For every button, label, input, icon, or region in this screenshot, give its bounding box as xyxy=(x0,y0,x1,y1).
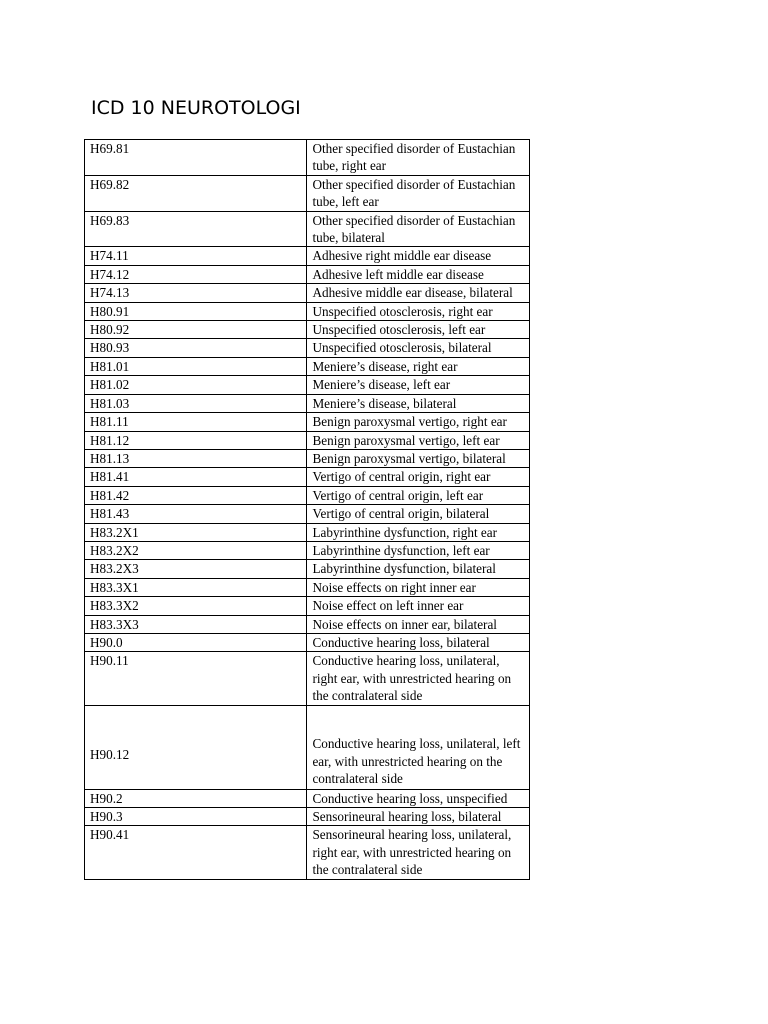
icd-description-cell: Adhesive left middle ear disease xyxy=(307,265,530,283)
icd-code-cell: H90.11 xyxy=(85,652,307,705)
icd-description-cell: Conductive hearing loss, unilateral, right ear, with unrestricted hearing on the contralateral side xyxy=(307,652,530,705)
table-row xyxy=(85,247,530,265)
icd-description-cell: Conductive hearing loss, unilateral, left ear, with unrestricted hearing on the contralateral side xyxy=(307,705,530,789)
icd-description-cell: Vertigo of central origin, right ear xyxy=(307,468,530,486)
table-row xyxy=(85,826,530,879)
icd-description-cell: Labyrinthine dysfunction, right ear xyxy=(307,523,530,541)
icd-description-cell: Sensorineural hearing loss, unilateral, right ear, with unrestricted hearing on the contralateral side xyxy=(307,826,530,879)
table-row xyxy=(85,413,530,431)
icd-code-cell: H83.3X2 xyxy=(85,597,307,615)
table-row xyxy=(85,652,530,705)
table-row xyxy=(85,705,530,789)
icd-code-cell: H81.41 xyxy=(85,468,307,486)
icd-code-table xyxy=(84,139,530,880)
table-row xyxy=(85,541,530,559)
table-row xyxy=(85,523,530,541)
icd-code-cell: H90.3 xyxy=(85,808,307,826)
icd-code-cell: H74.11 xyxy=(85,247,307,265)
table-row xyxy=(85,321,530,339)
table-row xyxy=(85,486,530,504)
table-row xyxy=(85,505,530,523)
icd-description-cell: Noise effects on right inner ear xyxy=(307,578,530,596)
table-row xyxy=(85,140,530,176)
icd-code-cell: H69.81 xyxy=(85,140,307,176)
icd-description-cell: Meniere’s disease, bilateral xyxy=(307,394,530,412)
table-row xyxy=(85,468,530,486)
icd-description-cell: Unspecified otosclerosis, right ear xyxy=(307,302,530,320)
icd-code-cell: H90.41 xyxy=(85,826,307,879)
icd-code-cell: H80.93 xyxy=(85,339,307,357)
icd-description-cell: Unspecified otosclerosis, left ear xyxy=(307,321,530,339)
icd-description-cell: Labyrinthine dysfunction, bilateral xyxy=(307,560,530,578)
icd-table-body xyxy=(85,140,530,880)
icd-code-cell: H81.02 xyxy=(85,376,307,394)
icd-code-cell: H90.2 xyxy=(85,789,307,807)
icd-code-cell: H83.3X3 xyxy=(85,615,307,633)
icd-code-cell: H81.12 xyxy=(85,431,307,449)
table-row xyxy=(85,615,530,633)
icd-code-cell: H80.92 xyxy=(85,321,307,339)
icd-description-cell: Sensorineural hearing loss, bilateral xyxy=(307,808,530,826)
icd-code-cell: H83.2X2 xyxy=(85,541,307,559)
icd-description-cell: Benign paroxysmal vertigo, right ear xyxy=(307,413,530,431)
icd-description-cell: Conductive hearing loss, bilateral xyxy=(307,633,530,651)
table-row xyxy=(85,175,530,211)
icd-description-cell: Benign paroxysmal vertigo, left ear xyxy=(307,431,530,449)
icd-code-cell: H90.12 xyxy=(85,705,307,789)
icd-description-cell: Vertigo of central origin, left ear xyxy=(307,486,530,504)
icd-code-cell: H90.0 xyxy=(85,633,307,651)
table-row xyxy=(85,431,530,449)
icd-code-cell: H81.42 xyxy=(85,486,307,504)
icd-code-cell: H69.82 xyxy=(85,175,307,211)
table-row xyxy=(85,339,530,357)
icd-description-cell: Noise effect on left inner ear xyxy=(307,597,530,615)
icd-description-cell: Other specified disorder of Eustachian tube, bilateral xyxy=(307,211,530,247)
table-row xyxy=(85,284,530,302)
icd-code-cell: H83.2X3 xyxy=(85,560,307,578)
icd-description-cell: Vertigo of central origin, bilateral xyxy=(307,505,530,523)
table-row xyxy=(85,578,530,596)
table-row xyxy=(85,265,530,283)
icd-description-cell: Meniere’s disease, left ear xyxy=(307,376,530,394)
icd-description-cell: Meniere’s disease, right ear xyxy=(307,357,530,375)
icd-description-cell: Unspecified otosclerosis, bilateral xyxy=(307,339,530,357)
icd-code-cell: H83.3X1 xyxy=(85,578,307,596)
icd-description-cell: Benign paroxysmal vertigo, bilateral xyxy=(307,449,530,467)
table-row xyxy=(85,633,530,651)
table-row xyxy=(85,560,530,578)
table-row xyxy=(85,211,530,247)
icd-description-cell: Adhesive middle ear disease, bilateral xyxy=(307,284,530,302)
icd-description-cell: Noise effects on inner ear, bilateral xyxy=(307,615,530,633)
icd-code-cell: H81.03 xyxy=(85,394,307,412)
icd-description-cell: Adhesive right middle ear disease xyxy=(307,247,530,265)
icd-code-cell: H74.13 xyxy=(85,284,307,302)
table-row xyxy=(85,302,530,320)
icd-description-cell: Labyrinthine dysfunction, left ear xyxy=(307,541,530,559)
table-row xyxy=(85,789,530,807)
table-row xyxy=(85,808,530,826)
icd-description-cell: Other specified disorder of Eustachian tube, left ear xyxy=(307,175,530,211)
icd-code-cell: H81.43 xyxy=(85,505,307,523)
page-title: ICD 10 NEUROTOLOGI xyxy=(91,97,301,119)
icd-description-cell: Other specified disorder of Eustachian tube, right ear xyxy=(307,140,530,176)
icd-code-cell: H74.12 xyxy=(85,265,307,283)
table-row xyxy=(85,357,530,375)
table-row xyxy=(85,376,530,394)
table-row xyxy=(85,597,530,615)
icd-description-cell: Conductive hearing loss, unspecified xyxy=(307,789,530,807)
table-row xyxy=(85,449,530,467)
icd-code-cell: H81.13 xyxy=(85,449,307,467)
icd-code-cell: H80.91 xyxy=(85,302,307,320)
icd-code-cell: H81.01 xyxy=(85,357,307,375)
table-row xyxy=(85,394,530,412)
icd-code-cell: H81.11 xyxy=(85,413,307,431)
icd-code-cell: H69.83 xyxy=(85,211,307,247)
icd-code-cell: H83.2X1 xyxy=(85,523,307,541)
